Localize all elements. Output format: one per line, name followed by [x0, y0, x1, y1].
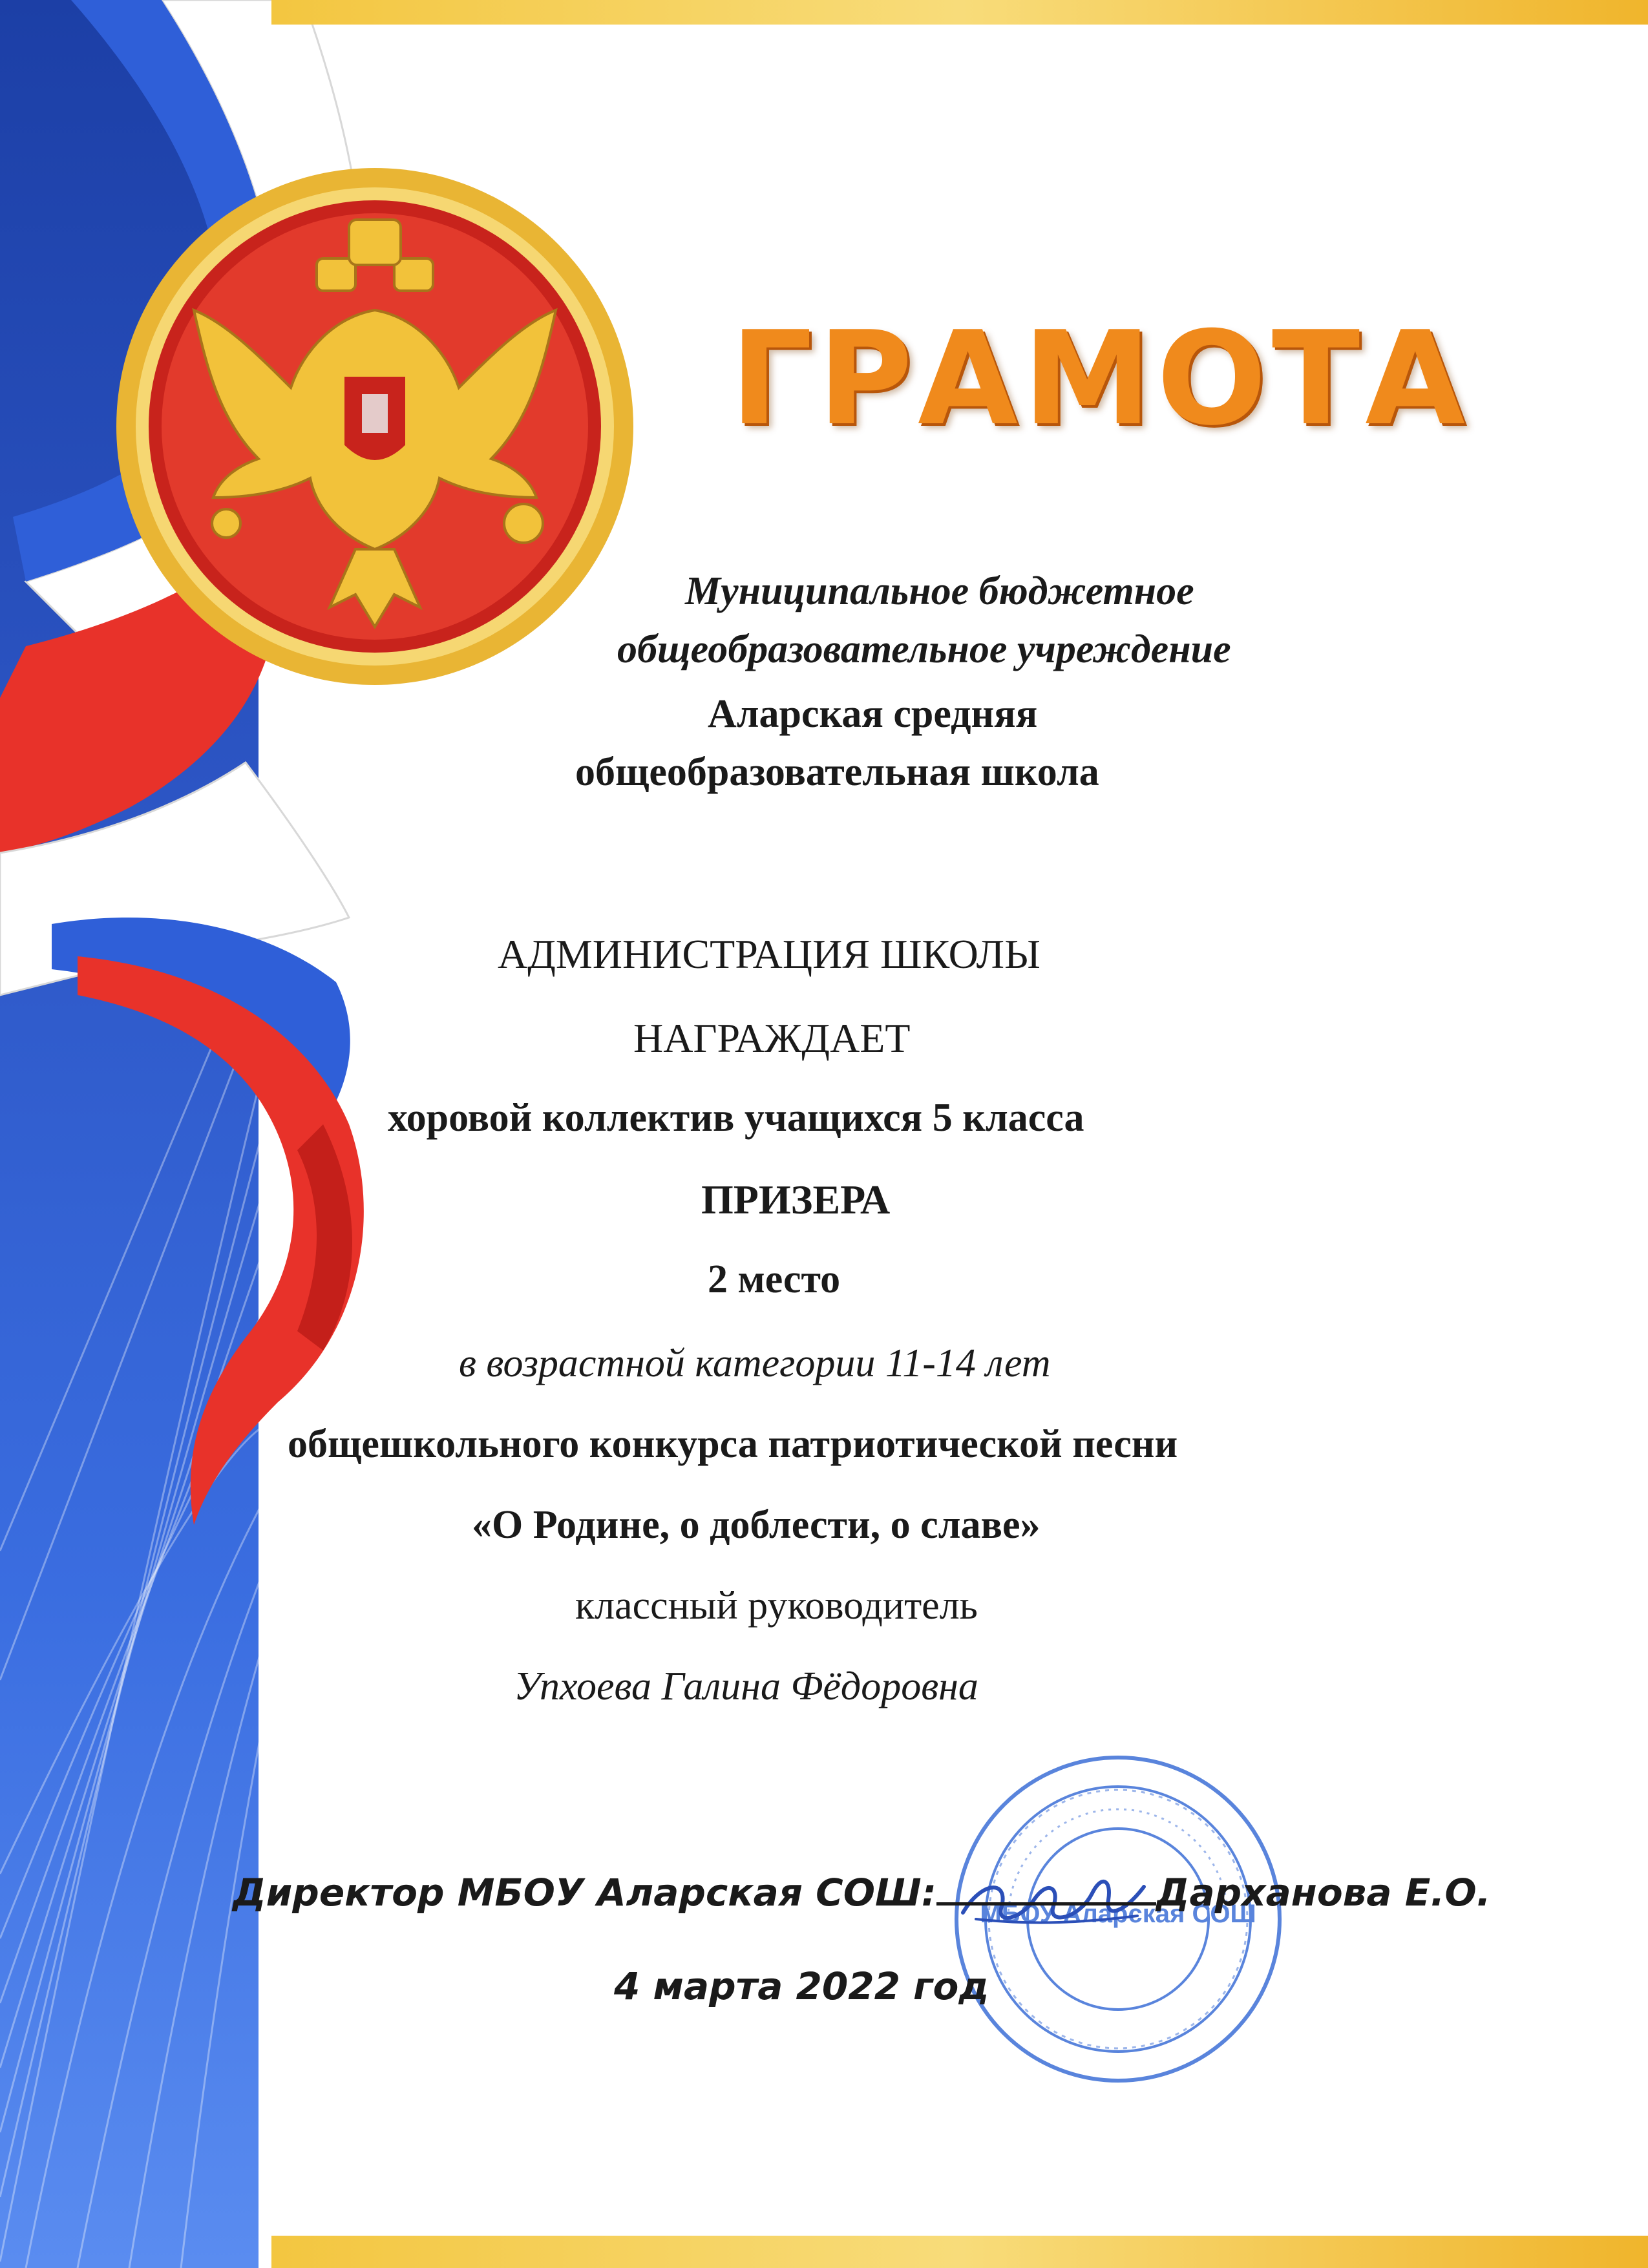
issue-date: 4 марта 2022 год — [614, 1964, 989, 2008]
rank-text: ПРИЗЕРА — [701, 1177, 891, 1223]
director-name: Дарханова Е.О. — [1156, 1871, 1491, 1915]
recipient-text: хоровой коллектив учащихся 5 класса — [388, 1096, 1084, 1140]
organization-line-4: общеобразовательная школа — [575, 750, 1099, 794]
age-category-text: в возрастной категории 11-14 лет — [459, 1341, 1051, 1385]
top-gold-bar — [271, 0, 1648, 25]
awards-heading: НАГРАЖДАЕТ — [633, 1015, 911, 1061]
certificate-title: ГРАМОТА — [730, 304, 1471, 454]
director-label: Директор МБОУ Аларская СОШ: — [233, 1871, 936, 1915]
organization-line-1: Муниципальное бюджетное — [685, 569, 1194, 613]
contest-text: общешкольного конкурса патриотической песни — [288, 1422, 1178, 1466]
director-line — [233, 1871, 1558, 1915]
place-text: 2 место — [708, 1257, 841, 1301]
organization-line-2: общеобразовательное учреждение — [617, 627, 1231, 671]
role-text: классный руководитель — [575, 1584, 978, 1628]
stamp-text: МБОУ Аларская СОШ — [980, 1900, 1256, 1928]
teacher-name: Упхоева Галина Фёдоровна — [514, 1664, 978, 1708]
bottom-gold-bar — [271, 2236, 1648, 2268]
contest-name-text: «О Родине, о доблести, о славе» — [472, 1503, 1041, 1547]
signature-line — [936, 1896, 1156, 1906]
organization-line-3: Аларская средняя — [708, 692, 1038, 736]
administration-heading: АДМИНИСТРАЦИЯ ШКОЛЫ — [498, 931, 1041, 977]
